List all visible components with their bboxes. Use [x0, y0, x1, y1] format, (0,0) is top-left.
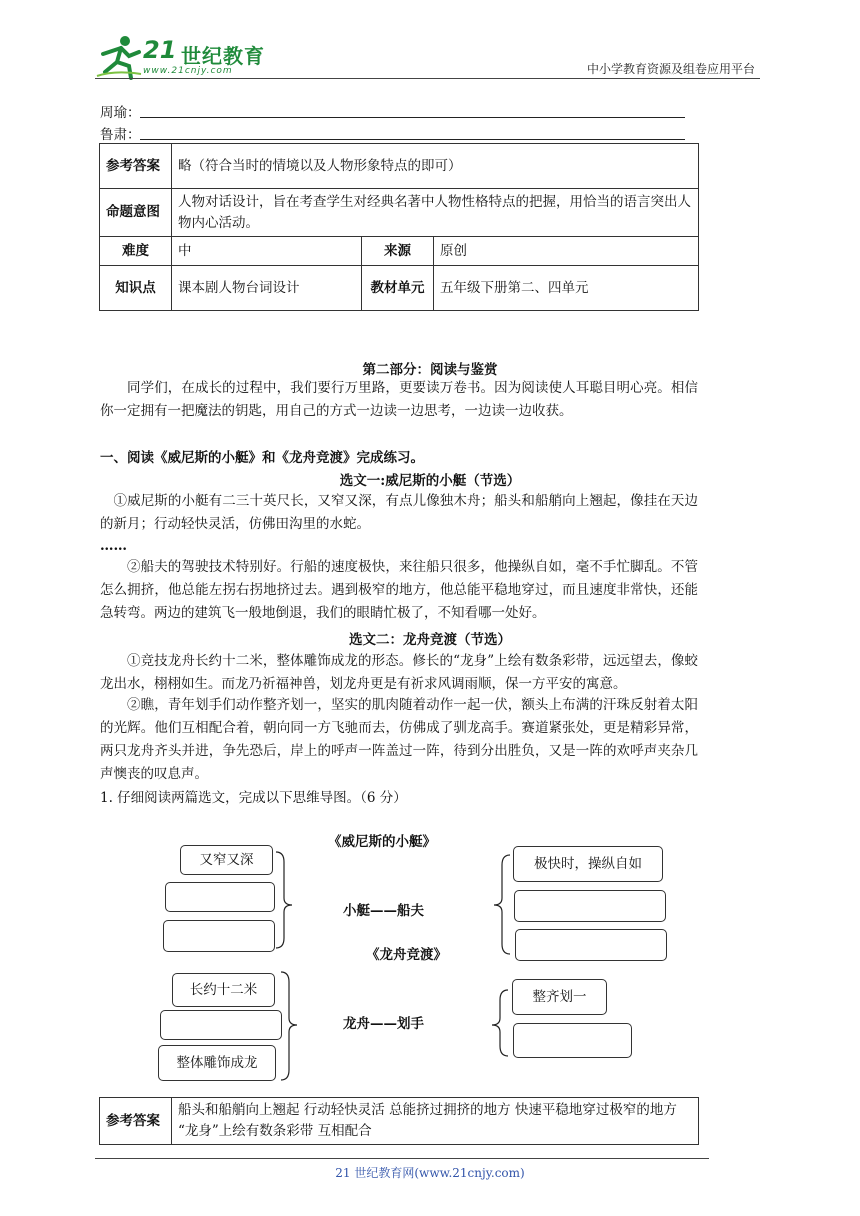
part2-intro: 同学们，在成长的过程中，我们要行万里路，更要读万卷书。因为阅读使人耳聪目明心亮。相信你一定拥有一把魔法的钥匙，用自己的方式一边读一边思考，一边读一边收获。: [100, 380, 698, 419]
mindmap-left2-box3: 整体雕饰成龙: [158, 1045, 276, 1081]
footer-link[interactable]: 21 世纪教育网(www.21cnjy.com): [335, 1166, 525, 1180]
mindmap-title-venice: 《威尼斯的小艇》: [328, 834, 436, 850]
intent-value: 人物对话设计，旨在考查学生对经典名著中人物性格特点的把握，用恰当的语言突出人物内心活动。: [172, 189, 699, 237]
text1-title: 选文一:威尼斯的小艇（节选）: [339, 473, 521, 489]
part2-title: 第二部分：阅读与鉴赏: [362, 362, 498, 378]
mindmap-right2-box1: 整齐划一: [512, 979, 607, 1015]
difficulty-value: 中: [172, 237, 362, 266]
brace-right1: [494, 855, 510, 954]
text2-paragraph2: ②瞧，青年划手们动作整齐划一，坚实的肌肉随着动作一起一伏，额头上布满的汗珠反射着太阳的光辉。他们互相配合着，朝向同一方飞驰而去，仿佛成了驯龙高手。赛道紧张处，更是精彩异常，两只龙舟齐头并进，争先恐后，岸上的呼声一阵盖过一阵，待到分出胜负，又是一阵的欢呼声夹杂几声懊丧的叹息声。: [100, 697, 698, 782]
mindmap-title-dragon: 《龙舟竞渡》: [366, 947, 447, 963]
footer-divider: [95, 1158, 709, 1159]
lusu-label: 鲁肃：: [100, 127, 141, 143]
source-value: 原创: [434, 237, 699, 266]
source-label: 来源: [362, 237, 434, 266]
ref-answer-value: 略（符合当时的情境以及人物形象特点的即可）: [172, 144, 699, 189]
mindmap-center-dragon: 龙舟——划手: [343, 1016, 424, 1032]
logo-number: 21: [143, 36, 177, 64]
logo-url: www.21cnjy.com: [143, 66, 233, 76]
ellipsis: ……: [100, 538, 127, 554]
knowledge-label: 知识点: [100, 266, 172, 311]
question1: 1. 仔细阅读两篇选文，完成以下思维导图。（6 分）: [100, 790, 407, 806]
brace-left2: [281, 972, 297, 1080]
answer-table-value: 船头和船艄向上翘起 行动轻快灵活 总能挤过拥挤的地方 快速平稳地穿过极窄的地方 “龙身”上绘有数条彩带 互相配合: [172, 1098, 699, 1145]
brace-right2: [492, 990, 508, 1056]
text1-paragraph1: ①威尼斯的小艇有二三十英尺长，又窄又深，有点儿像独木舟；船头和船艄向上翘起，像挂在天边的新月；行动轻快灵活，仿佛田沟里的水蛇。: [100, 493, 698, 532]
platform-name: 中小学教育资源及组卷应用平台: [586, 62, 755, 76]
brace-left1: [276, 852, 292, 948]
mindmap-center-venice: 小艇——船夫: [343, 903, 424, 919]
answer-table: [99, 1097, 699, 1145]
unit-value: 五年级下册第二、四单元: [434, 266, 699, 311]
knowledge-value: 课本剧人物台词设计: [172, 266, 362, 311]
difficulty-label: 难度: [100, 237, 172, 266]
mindmap-right1-box1: 极快时，操纵自如: [513, 846, 663, 882]
logo-text: 世纪教育: [181, 44, 265, 68]
ref-answer-label: 参考答案: [100, 144, 172, 189]
section1-heading: 一、阅读《威尼斯的小艇》和《龙舟竞渡》完成练习。: [100, 450, 424, 466]
mindmap-left1-box1: 又窄又深: [180, 845, 273, 875]
text2-paragraph1: ①竞技龙舟长约十二米，整体雕饰成龙的形态。修长的“龙身”上绘有数条彩带，远远望去，像蛟龙出水，栩栩如生。而龙乃祈福神兽，划龙舟更是有祈求风调雨顺，保一方平安的寓意。: [100, 653, 698, 692]
answer-table-label: 参考答案: [100, 1098, 172, 1145]
zhouyu-label: 周瑜：: [100, 105, 141, 121]
intent-label: 命题意图: [100, 189, 172, 237]
unit-label: 教材单元: [362, 266, 434, 311]
mindmap-left2-box1: 长约十二米: [172, 973, 275, 1007]
text1-paragraph2: ②船夫的驾驶技术特别好。行船的速度极快，来往船只很多，他操纵自如，毫不手忙脚乱。不管怎么拥挤，他总能左拐右拐地挤过去。遇到极窄的地方，他总能平稳地穿过，而且速度非常快，还能急转弯。两边的建筑飞一般地倒退，我们的眼睛忙极了，不知看哪一处好。: [100, 559, 698, 621]
text2-title: 选文二：龙舟竞渡（节选）: [349, 632, 511, 648]
